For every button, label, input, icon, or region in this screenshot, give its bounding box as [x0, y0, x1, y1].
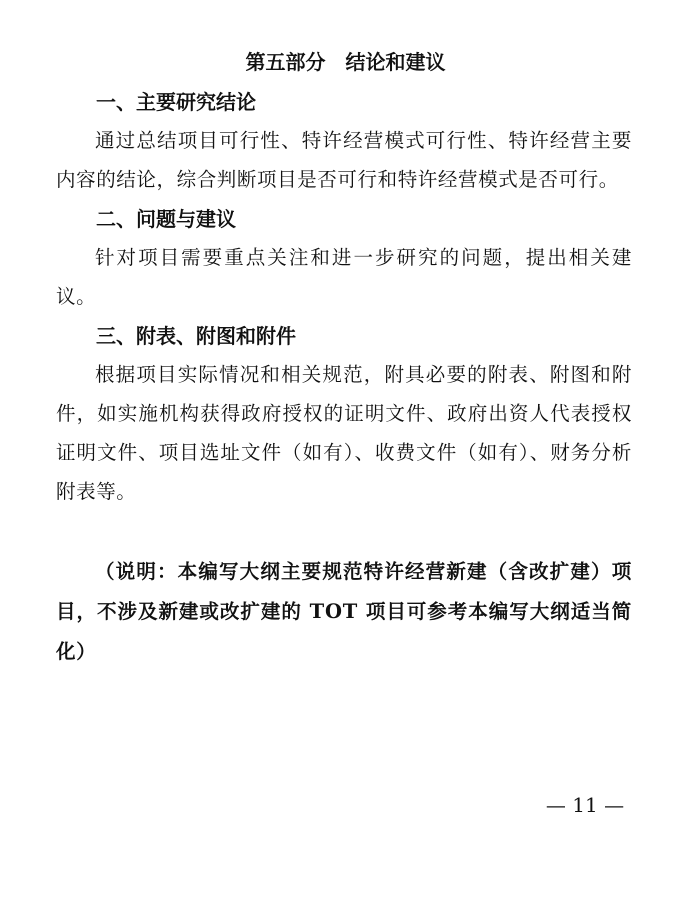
paragraph-main-conclusions: 通过总结项目可行性、特许经营模式可行性、特许经营主要内容的结论，综合判断项目是否可行和特许经营模式是否可行。 [56, 129, 632, 191]
heading-issues-suggestions: 二、问题与建议 [96, 207, 236, 231]
page-number: — 11 — [545, 793, 625, 817]
explanatory-note: （说明：本编写大纲主要规范特许经营新建（含改扩建）项目，不涉及新建或改扩建的 TOT 项目可参考本编写大纲适当简化） [56, 560, 632, 663]
heading-attachments: 三、附表、附图和附件 [96, 324, 296, 348]
heading-main-conclusions: 一、主要研究结论 [96, 90, 256, 114]
paragraph-attachments: 根据项目实际情况和相关规范，附具必要的附表、附图和附件，如实施机构获得政府授权的证明文件、政府出资人代表授权证明文件、项目选址文件（如有）、收费文件（如有）、财务分析附表等。 [56, 363, 632, 503]
section-title: 第五部分 结论和建议 [245, 50, 446, 74]
paragraph-issues-suggestions: 针对项目需要重点关注和进一步研究的问题，提出相关建议。 [56, 246, 632, 308]
